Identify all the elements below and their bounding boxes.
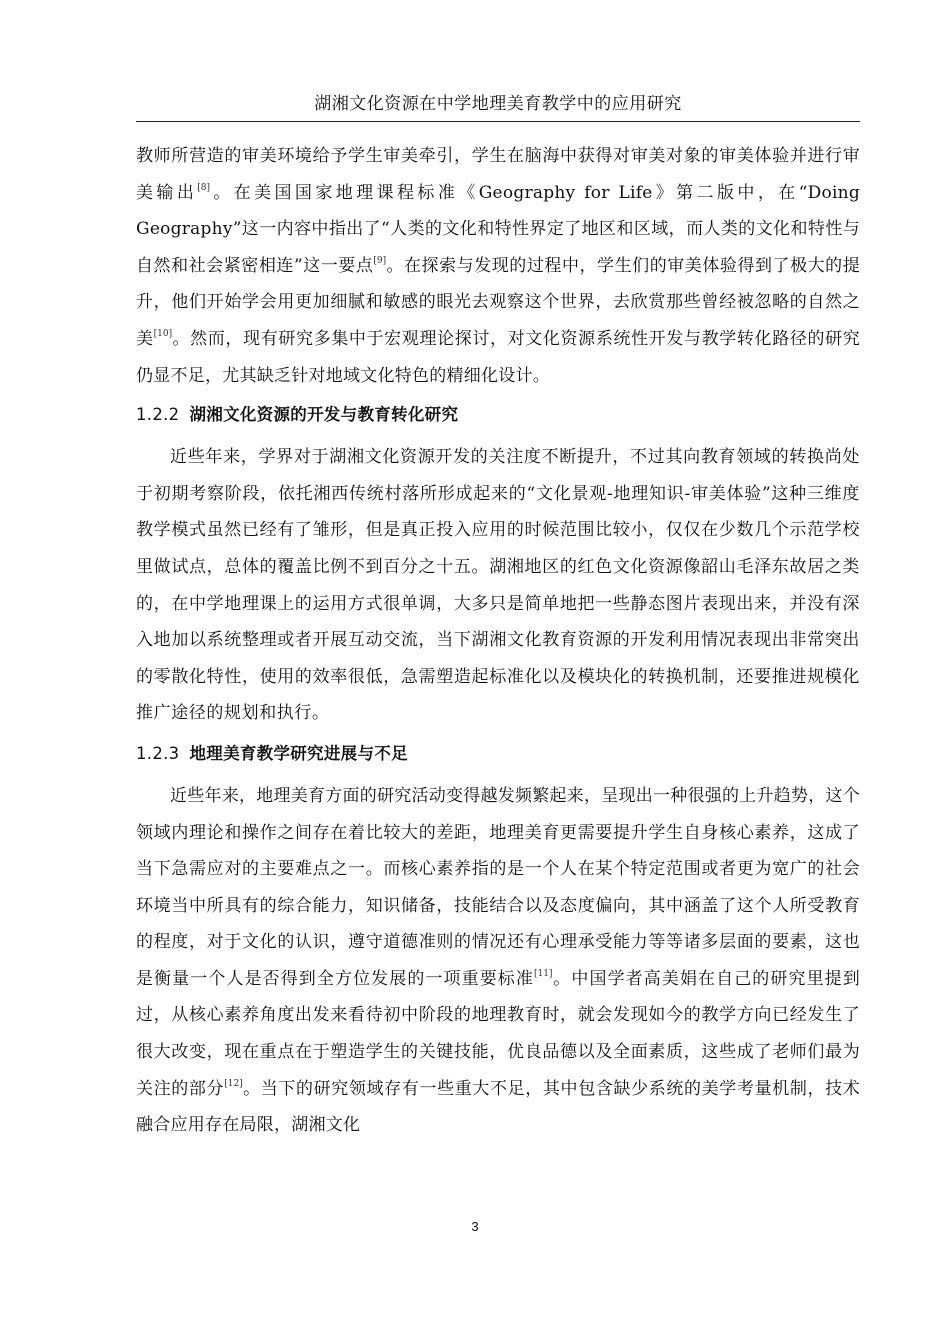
paragraph-3 [136, 778, 860, 1144]
paragraph-1-text-a: 教师所营造的审美环境给予学生审美牵引，学生在脑海中获得对审美对象的审美体验并进行审美输出 [136, 146, 860, 203]
running-header: 湖湘文化资源在中学地理美育教学中的应用研究 [314, 94, 682, 114]
citation-12: [12] [224, 1078, 243, 1089]
citation-8: [8] [197, 182, 211, 193]
section-number: 1.2.2 [136, 405, 180, 425]
citation-10: [10] [153, 328, 173, 339]
section-title: 地理美育教学研究进展与不足 [189, 743, 408, 763]
page-number: 3 [471, 1219, 479, 1234]
section-number: 1.2.3 [136, 743, 180, 763]
body-text [136, 138, 860, 1144]
citation-9: [9] [373, 255, 387, 266]
header-rule [136, 121, 860, 122]
paragraph-3-text-b: 。中国学者高美娟在自己的研究里提到过，从核心素养角度出发来看待初中阶段的地理教育时，就会发现如今的教学方向已经发生了很大改变，现在重点在于塑造学生的关键技能，优良品德以及全面素质，这些成了老师们最为关注的部分 [136, 968, 861, 1099]
paragraph-1-text-b: 。在美国国家地理课程标准《Geography for Life》第二版中，在“Doing Geography”这一内容中指出了“人类的文化和特性界定了地区和区域，而人类的文化和特性与自然和社会紧密相连”这一要点 [136, 182, 861, 276]
citation-11: [11] [533, 968, 553, 979]
paragraph-1 [136, 138, 860, 394]
paragraph-3-text-a: 近些年来，地理美育方面的研究活动变得越发频繁起来，呈现出一种很强的上升趋势，这个领域内理论和操作之间存在着比较大的差距，地理美育更需要提升学生自身核心素养，这成了当下急需应对的主要难点之一。而核心素养指的是一个人在某个特定范围或者更为宽广的社会环境当中所具有的综合能力，知识储备，技能结合以及态度偏向，其中涵盖了这个人所受教育的程度，对于文化的认识，遵守道德准则的情况还有心理承受能力等等诸多层面的要素，这也是衡量一个人是否得到全方位发展的一项重要标准 [136, 785, 860, 989]
paragraph-2: 近些年来，学界对于湖湘文化资源开发的关注度不断提升，不过其向教育领域的转换尚处于初期考察阶段，依托湘西传统村落所形成起来的“文化景观-地理知识-审美体验”这种三维度教学模式虽然已经有了雏形，但是真正投入应用的时候范围比较小，仅仅在少数几个示范学校里做试点，总体的覆盖比例不到百分之十五。湖湘地区的红色文化资源像韶山毛泽东故居之类的，在中学地理课上的运用方式很单调，大多只是简单地把一些静态图片表现出来，并没有深入地加以系统整理或者开展互动交流，当下湖湘文化教育资源的开发利用情况表现出非常突出的零散化特性，使用的效率很低，急需塑造起标准化以及模块化的转换机制，还要推进规模化推广途径的规划和执行。 [136, 447, 860, 724]
paragraph-1-text-d: 。然而，现有研究多集中于宏观理论探讨，对文化资源系统性开发与教学转化路径的研究仍显不足，尤其缺乏针对地域文化特色的精细化设计。 [136, 328, 861, 386]
section-heading-1-2-3 [136, 744, 860, 764]
section-heading-1-2-2 [136, 405, 860, 425]
section-title: 湖湘文化资源的开发与教育转化研究 [189, 405, 459, 425]
paragraph-1-text-c: 。在探索与发现的过程中，学生们的审美体验得到了极大的提升，他们开始学会用更加细腻和敏感的眼光去观察这个世界，去欣赏那些曾经被忽略的自然之美 [136, 255, 860, 349]
paragraph-3-text-c: 。当下的研究领域存有一些重大不足，其中包含缺少系统的美学考量机制，技术融合应用存在局限，湖湘文化 [136, 1078, 861, 1136]
